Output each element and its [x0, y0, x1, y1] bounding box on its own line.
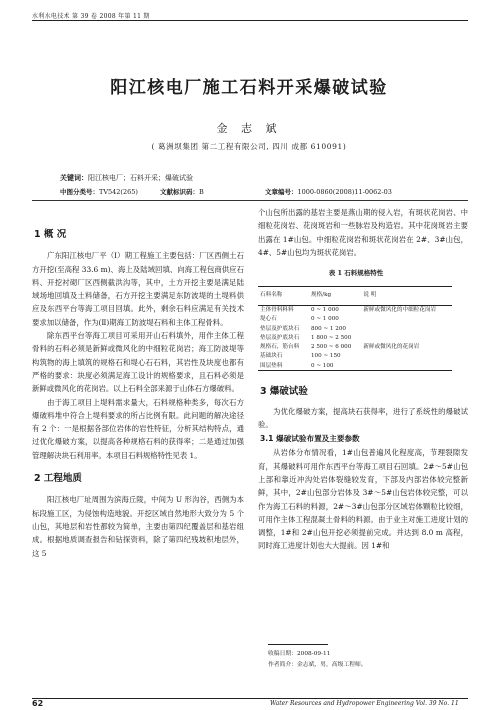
- table-row: [258, 361, 452, 371]
- page-number: 62: [32, 699, 44, 708]
- table-cell: 围层垫料: [258, 361, 309, 371]
- table-cell: [361, 352, 452, 361]
- document-code: [160, 187, 204, 196]
- table-cell: [361, 315, 452, 324]
- table-row: [258, 352, 452, 361]
- author-bio: 作者简介：金志斌，男，高级工程师。: [268, 662, 367, 668]
- table-cell: 新鲜或微风化的中细粒花岗岩: [363, 307, 437, 314]
- table-cell: 2 500 ~ 6 000: [311, 344, 352, 351]
- table-cell: 1 800 ~ 2 500: [311, 334, 352, 341]
- section-heading-2: 2 工程地质: [34, 473, 82, 485]
- received-date: 收稿日期：2008-09-11: [268, 651, 331, 657]
- table-cell: 垫层及护底块石: [260, 325, 300, 332]
- table-header-row: [258, 287, 452, 305]
- doc-value: B: [199, 188, 204, 196]
- paragraph: 广东阳江核电厂平（Ⅰ）期工程施工主要包括：厂区西侧土石方开挖(至高程 33.6 m)、海上及陆域回填、向海工程包商供应石料、开挖衬砌厂区西侧截洪沟等，其中，土方开挖主要是满足陆域场地回填及土料储备，石方开挖主要满足东防波堤的土堤料供应及东西平台等海工项目回填。此外，剩余石料应满足有关技术要求加以储备，作为(Ⅱ)期海工防波堤石料和主体工程骨料。: [32, 251, 244, 327]
- table-cell: 堤心石: [260, 316, 277, 323]
- clc-value: TV542(265): [99, 188, 138, 196]
- article-title: 阳江核电厂施工石料开采爆破试验: [110, 78, 388, 98]
- abstract-rule: [32, 200, 468, 201]
- table-row: [258, 343, 452, 352]
- table-cell: 0 ~ 1 000: [311, 307, 339, 314]
- paragraph: 由于海工项目上堤料需求量大，石料规格种类多，每次石方爆破料堆中符合上堤料要求的所占比例有限。此问题的解决途径有 2 个：一是根据各部位岩体的岩性特征，分析其结构特点，通过优化爆破方案，以提高各种规格石料的获得率；二是通过加强管理解决块石利用率。本项目石料规格特性见表 1。: [32, 397, 244, 460]
- running-header: 水利水电技术 第 39 卷 2008 年第 11 期: [32, 13, 150, 20]
- table-cell: [361, 324, 452, 333]
- paragraph: 个山包所出露的基岩主要是燕山期的侵入岩，有斑状花岗岩、中细粒花岗岩、花岗斑岩和一些脉岩及构造岩。其中花岗斑岩主要出露在 1#山包。中细粒花岗岩和斑状花岗岩在 2#、3#山包，4#、5#山包均为斑状花岗岩。: [258, 208, 468, 257]
- clc-label: 中图分类号：: [60, 188, 99, 196]
- specs-table: [258, 286, 452, 371]
- table-cell: 100 ~ 150: [311, 353, 341, 360]
- paragraph: 阳江核电厂址周围为滨海丘陵，中间为 U 形沟谷，西侧为本标段施工区，为侵蚀构造地貌。开挖区域自然地形大致分为 5 个山包，其地层和岩性都较为简单，主要由第四纪覆盖层和基岩组成。根据地质调查报告和钻探资料，除了第四纪残坡积地层外，这 5: [32, 495, 244, 558]
- table-header: 说 明: [361, 287, 452, 305]
- header-rule: [32, 20, 468, 21]
- art-label: 文章编号：: [265, 188, 298, 196]
- table-row: [258, 315, 452, 324]
- journal-name: Water Resources and Hydropower Engineering Vol. 39 No. 11: [270, 700, 459, 707]
- footer-rule: [32, 698, 468, 699]
- section-heading-3: 3 爆破试验: [260, 386, 308, 398]
- table-cell: [361, 361, 452, 371]
- art-value: 1000-0860(2008)11-0062-03: [297, 188, 392, 196]
- section-heading-1: 1 概 况: [34, 229, 67, 240]
- footnote-rule: [268, 644, 328, 645]
- table-header: 规格/kg: [309, 287, 361, 305]
- table-row: [258, 333, 452, 342]
- table-cell: 垫层及护底块石: [260, 334, 300, 341]
- table-cell: 规格石，筋台料: [260, 344, 300, 351]
- left-column: [32, 206, 244, 560]
- subsection-heading: 3.1 爆破试验布置及主要参数: [260, 434, 360, 444]
- paragraph: 从岩体分布情况看，1#山包普遍风化程度高，节理裂隙发育，其爆破料可用作东西平台等海工项目石回填。2#～5#山包上部和靠近冲沟处岩体裂缝较发育，下部及内部岩体较完整新鲜，其中，2#山包部分岩体及 3#～5#山包岩体较完整，可以作为海工石料的料源，2#～3#山包部分区域岩体颗粒比较细，可用作主体工程混凝土骨料的料源。由于业主对施工进度计划的调整，1#和 2#山包开挖必须提前完成。并达到 8.0 m 高程，同时海工进度计划也大大提前。因 1#和: [258, 448, 468, 551]
- paragraph: 除东西平台等海工项目可采用开山石料填外，用作主体工程骨料的石料必须是新鲜或微风化的中细粒花岗岩；海工防波堤等构筑物的海上填筑的规格石和堤心石石料，其岩性及块度也都有严格的要求：块度必须满足海工设计的规格要求，且石料必须是新鲜或微风化的花岗岩。以上石料全部来源于山体石方爆破料。: [32, 331, 244, 394]
- table-row: [258, 305, 452, 315]
- clc-number: [60, 187, 138, 196]
- keywords-text: 阳江核电厂；石料开采；爆破试验: [88, 174, 193, 182]
- table-cell: 新鲜或微风化的花岗岩: [363, 344, 420, 351]
- table-cell: 800 ~ 1 200: [311, 325, 346, 332]
- table-cell: 0 ~ 100: [309, 361, 361, 371]
- author-affiliation: ( 葛洲坝集团 第二工程有限公司, 四川 成都 610091): [151, 142, 347, 151]
- doc-label: 文献标识码：: [160, 188, 199, 196]
- table-header: 石料名称: [258, 287, 309, 305]
- table-caption: 表 1 石料规格特性: [328, 269, 384, 278]
- table-cell: 主体骨料料料: [260, 307, 294, 314]
- table-cell: 0 ~ 1 000: [311, 316, 339, 323]
- keywords-label: 关键词：: [60, 173, 88, 182]
- table-row: [258, 324, 452, 333]
- table-cell: 基础块石: [260, 353, 283, 360]
- author-name: 金 志 斌: [216, 122, 282, 135]
- article-number: [265, 187, 392, 196]
- right-column: [258, 206, 468, 553]
- paragraph: 为优化爆破方案，提高块石获得率，进行了系统性的爆破试验。: [258, 406, 468, 429]
- table-cell: [361, 333, 452, 342]
- keywords: [60, 173, 193, 183]
